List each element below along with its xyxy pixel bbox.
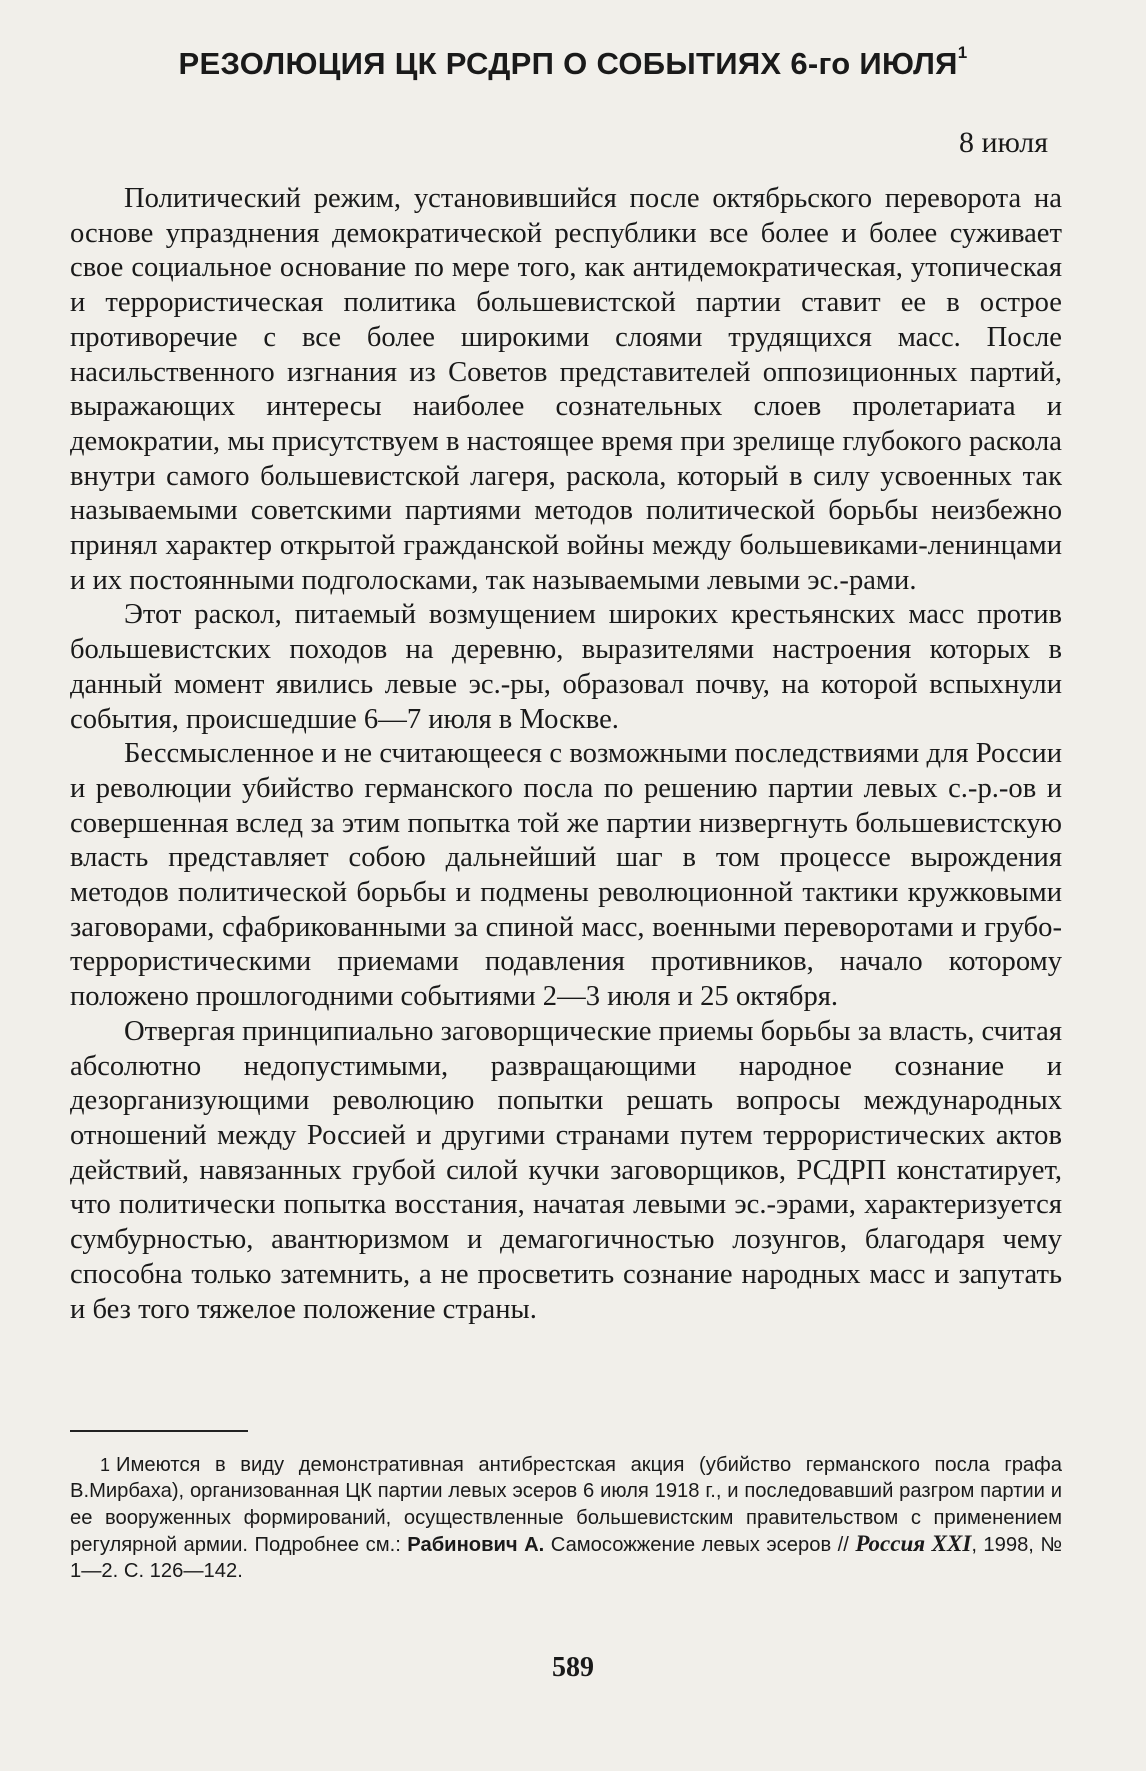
footnote-lead [70, 1452, 1062, 1584]
page-number: 589 [552, 1652, 594, 1683]
document-date: 8 июля [959, 126, 1048, 159]
footnote-journal: Россия XXI [855, 1530, 972, 1556]
footnote-details: , 1998, № 1—2. С. 126—142. [70, 1533, 1063, 1583]
footnote-divider [70, 1430, 248, 1432]
footnote-number: 1 [100, 1455, 111, 1475]
footnote [70, 1452, 1062, 1584]
document-title [60, 43, 1086, 82]
paragraph: Политический режим, установившийся после октябрьского переворота на основе упразднения демократической республики все более и более суживает свое социальное основание по мере того, как антидемократическая, утопическая и террористическая политика большевистской партии ставит ее в острое противоречие с все более широкими слоями трудящихся масс. После насильственного изгнания из Советов представителей оппозиционных партий, выражающих интересы наиболее сознательных слоев пролетариата и демократии, мы присутствуем в настоящее время при зрелище глубокого раскола внутри самого большевистской лагеря, раскола, который в силу усвоенных так называемыми советскими партиями методов политической борьбы неизбежно принял характер открытой гражданской войны между большевиками-ленинцами и их постоянными подголосками, так называемыми левыми эс.-рами. [70, 183, 1062, 596]
footnote-text: Имеются в виду демонстративная антибрестская акция (убийство германского посла графа В.Мирбаха), организованная ЦК партии левых эсеров 6 июля 1918 г., и последовавший разгром партии и ее вооруженных формирований, осуществленные большевистским правительством с применением регулярной армии. Подробнее см.: [70, 1454, 1062, 1556]
title-footnote-marker: 1 [957, 43, 968, 62]
paragraph: Отвергая принципиально заговорщические приемы борьбы за власть, считая абсолютно недопустимыми, развращающими народное сознание и дезорганизующими революцию попытки решать вопросы международных отношений между Россией и другими странами путем террористических актов действий, навязанных грубой силой кучки заговорщиков, РСДРП констатирует, что политически попытка восстания, начатая левыми эс.-эрами, характеризуется сумбурностью, авантюризмом и демагогичностью лозунгов, благодаря чему способна только затемнить, а не просветить сознание народных масс и запутать и без того тяжелое положение страны. [70, 1015, 1062, 1325]
title-text: РЕЗОЛЮЦИЯ ЦК РСДРП О СОБЫТИЯХ 6-го ИЮЛЯ [178, 46, 958, 81]
resolution-body [70, 182, 1062, 1327]
paragraph: Этот раскол, питаемый возмущением широких крестьянских масс против большевистских походов на деревню, выразителями настроения которых в данный момент явились левые эс.-ры, образовал почву, на которой вспыхнули события, происшедшие 6—7 июля в Москве. [70, 599, 1062, 735]
footnote-author: Рабинович А. [407, 1533, 545, 1556]
footnote-work: Самосожжение левых эсеров // [550, 1533, 849, 1556]
paragraph: Бессмысленное и не считающееся с возможными последствиями для России и революции убийство германского посла по решению партии левых с.-р.-ов и совершенная вслед за этим попытка той же партии низвергнуть большевистскую власть представляет собою дальнейший шаг в том процессе вырождения методов политической борьбы и подмены революционной тактики кружковыми заговорами, сфабрикованными за спиной масс, военными переворотами и грубо-террористическими приемами подавления противников, начало которому положено прошлогодними событиями 2—3 июля и 25 октября. [70, 738, 1062, 1013]
